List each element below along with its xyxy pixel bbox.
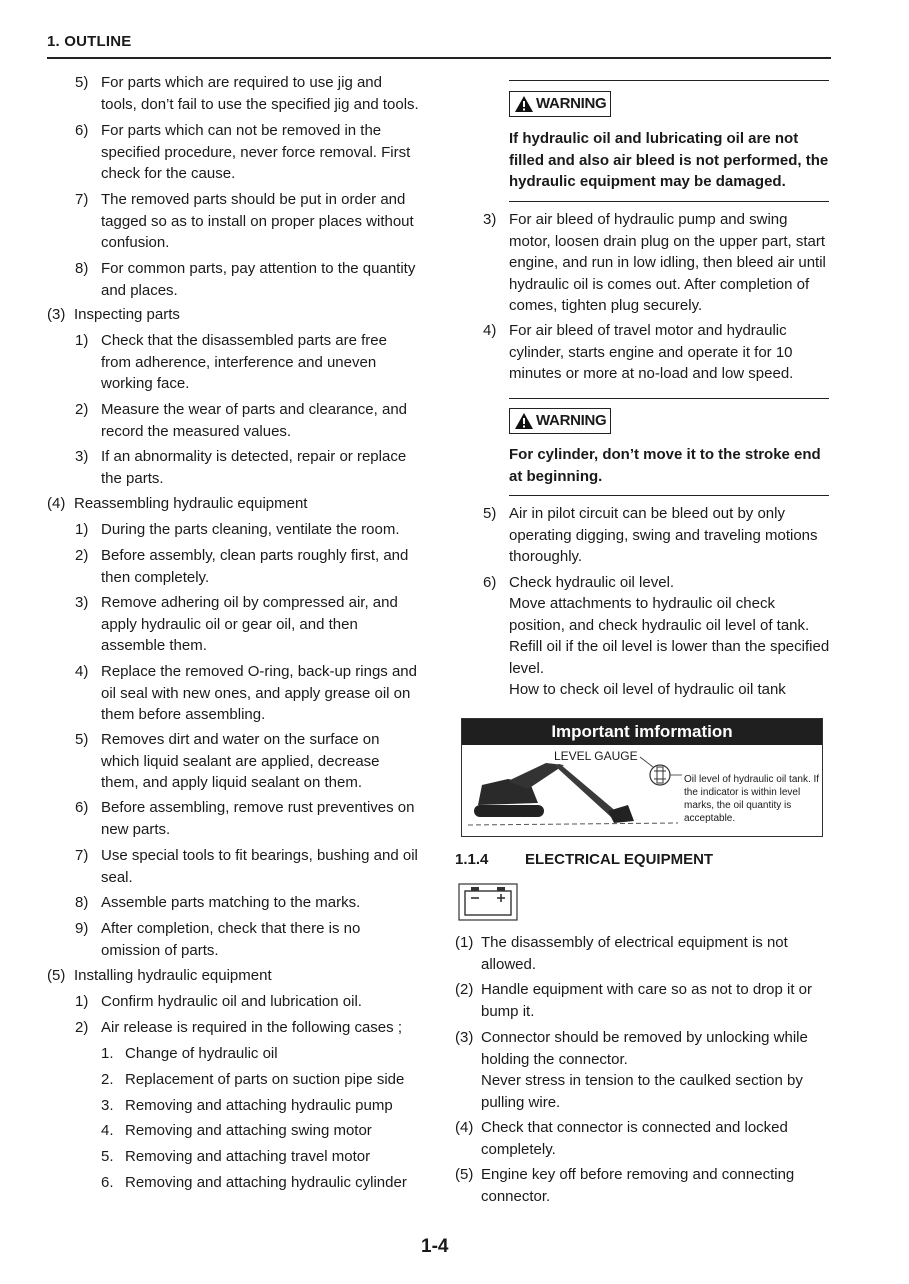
item-text: Removing and attaching travel motor (125, 1148, 371, 1165)
item-continuation: Move attachments to hydraulic oil check position, and check hydraulic oil level of tank. Refill oil if the oil level is lower than the specified level. (509, 595, 830, 677)
item-text: Air release is required in the following cases ; (101, 1019, 402, 1036)
item-number: 1) (75, 332, 89, 349)
item-text: Removing and attaching hydraulic pump (125, 1097, 393, 1114)
section-title: ELECTRICAL EQUIPMENT (525, 851, 714, 868)
item-number: 3. (101, 1097, 114, 1114)
item-number: 5) (483, 505, 497, 522)
battery-icon (458, 883, 518, 921)
item-number: (3) (47, 306, 66, 323)
item-text: After completion, check that there is no omission of parts. (101, 920, 361, 959)
item-text: Before assembling, remove rust preventives on new parts. (101, 799, 415, 838)
item-text: Removes dirt and water on the surface on which liquid sealant are applied, decrease them, and apply liquid sealant on them. (101, 731, 380, 791)
item-text: For common parts, pay attention to the quantity and places. (101, 260, 416, 299)
item-number: (2) (455, 981, 474, 998)
item-text: The disassembly of electrical equipment is not allowed. (481, 934, 788, 973)
item-text: The removed parts should be put in order and tagged so as to install on proper places without confusion. (101, 191, 414, 251)
warning-rule-top (509, 398, 829, 399)
item-text: Check hydraulic oil level. (509, 574, 675, 591)
item-number: 2) (75, 1019, 89, 1036)
item-text: Replacement of parts on suction pipe side (125, 1071, 405, 1088)
excavator-illustration (468, 755, 683, 833)
item-text: Measure the wear of parts and clearance, and record the measured values. (101, 401, 408, 440)
item-number: 3) (75, 594, 89, 611)
item-text: For parts which can not be removed in the specified procedure, never force removal. First check for the cause. (101, 122, 411, 182)
section-header: 1. OUTLINE (47, 33, 132, 50)
item-number: 3) (75, 448, 89, 465)
item-number: 1) (75, 521, 89, 538)
header-rule (47, 57, 831, 59)
warning-label: WARNING (536, 95, 607, 113)
item-number: (5) (455, 1166, 474, 1183)
item-number: (4) (47, 495, 66, 512)
item-text: Check that the disassembled parts are free from adherence, interference and uneven working face. (101, 332, 387, 392)
item-text: Check that connector is connected and locked completely. (481, 1119, 788, 1158)
warning-rule-bottom (509, 201, 829, 202)
item-text: Removing and attaching swing motor (125, 1122, 372, 1139)
item-number: 1. (101, 1045, 114, 1062)
page-number: 1-4 (421, 1236, 449, 1257)
warning-text: For cylinder, don’t move it to the stroke end at beginning. (509, 446, 821, 485)
item-text: During the parts cleaning, ventilate the room. (101, 521, 400, 538)
item-number: 3) (483, 211, 497, 228)
item-number: 8) (75, 894, 89, 911)
important-info-box (461, 718, 823, 837)
item-text: Reassembling hydraulic equipment (74, 495, 308, 512)
item-continuation: Never stress in tension to the caulked section by pulling wire. (481, 1072, 803, 1111)
item-number: 7) (75, 847, 89, 864)
warning-badge (509, 91, 611, 117)
item-number: 9) (75, 920, 89, 937)
item-text: Assemble parts matching to the marks. (101, 894, 361, 911)
item-number: 6) (483, 574, 497, 591)
level-gauge-label: LEVEL GAUGE (554, 749, 638, 763)
warning-triangle-icon (514, 412, 534, 430)
item-number: 5. (101, 1148, 114, 1165)
item-text: Installing hydraulic equipment (74, 967, 272, 984)
item-text: For parts which are required to use jig and tools, don’t fail to use the specified jig and tools. (101, 74, 419, 113)
item-number: (3) (455, 1029, 474, 1046)
item-text: Replace the removed O-ring, back-up rings and oil seal with new ones, and apply grease oil on them before assembling. (101, 663, 417, 723)
item-number: 1) (75, 993, 89, 1010)
item-number: 5) (75, 731, 89, 748)
warning-label: WARNING (536, 412, 607, 430)
item-number: 6) (75, 122, 89, 139)
item-text: Engine key off before removing and connecting connector. (481, 1166, 795, 1205)
warning-badge (509, 408, 611, 434)
item-number: 7) (75, 191, 89, 208)
level-gauge-note: Oil level of hydraulic oil tank. If the indicator is within level marks, the oil quantity is acceptable. (684, 774, 820, 824)
item-number: 6. (101, 1174, 114, 1191)
item-number: 2) (75, 401, 89, 418)
item-number: 5) (75, 74, 89, 91)
item-text: Inspecting parts (74, 306, 180, 323)
item-text: If an abnormality is detected, repair or replace the parts. (101, 448, 407, 487)
item-number: 6) (75, 799, 89, 816)
item-number: 2) (75, 547, 89, 564)
item-text: For air bleed of hydraulic pump and swing motor, loosen drain plug on the upper part, start engine, and run in low idling, then bleed air until hydraulic oil is comes out. After completion of comes, tighten plug securely. (509, 211, 826, 314)
item-text: Use special tools to fit bearings, bushing and oil seal. (101, 847, 418, 886)
item-number: 4) (75, 663, 89, 680)
item-text: For air bleed of travel motor and hydraulic cylinder, starts engine and operate it for 10 minutes or more at no-load and low speed. (509, 322, 794, 382)
item-text: Before assembly, clean parts roughly first, and then completely. (101, 547, 409, 586)
warning-text: If hydraulic oil and lubricating oil are not filled and also air bleed is not performed, the hydraulic equipment may be damaged. (509, 130, 829, 190)
item-continuation: How to check oil level of hydraulic oil tank (509, 681, 786, 698)
item-text: Change of hydraulic oil (125, 1045, 278, 1062)
item-text: Air in pilot circuit can be bleed out by only operating digging, swing and traveling motions thoroughly. (509, 505, 818, 565)
item-number: 4. (101, 1122, 114, 1139)
item-number: (1) (455, 934, 474, 951)
warning-triangle-icon (514, 95, 534, 113)
item-text: Connector should be removed by unlocking while holding the connector. (481, 1029, 808, 1068)
warning-rule-top (509, 80, 829, 81)
item-number: (5) (47, 967, 66, 984)
item-number: 8) (75, 260, 89, 277)
item-number: (4) (455, 1119, 474, 1136)
section-number: 1.1.4 (455, 851, 489, 868)
item-text: Remove adhering oil by compressed air, and apply hydraulic oil or gear oil, and then assemble them. (101, 594, 398, 654)
warning-rule-bottom (509, 495, 829, 496)
info-box-title: Important imformation (462, 719, 822, 745)
item-text: Removing and attaching hydraulic cylinder (125, 1174, 407, 1191)
item-text: Handle equipment with care so as not to drop it or bump it. (481, 981, 813, 1020)
item-text: Confirm hydraulic oil and lubrication oil. (101, 993, 362, 1010)
item-number: 4) (483, 322, 497, 339)
item-number: 2. (101, 1071, 114, 1088)
